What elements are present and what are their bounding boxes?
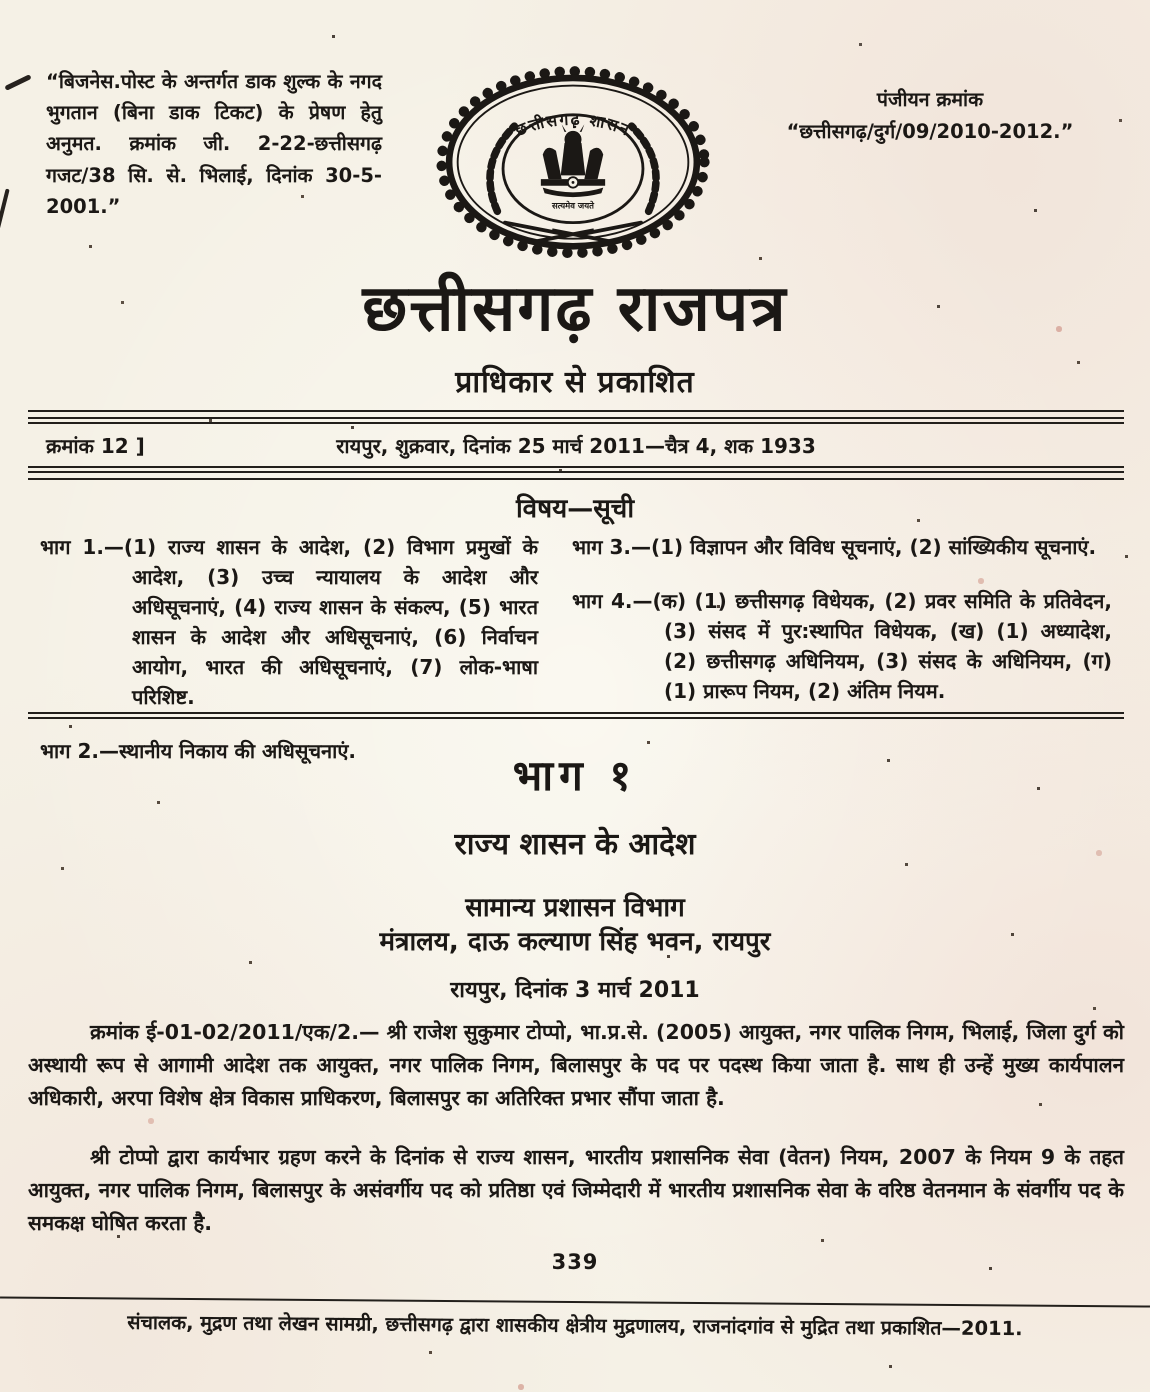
part-label: भाग 4.— — [572, 589, 653, 613]
order-body — [28, 1016, 1124, 1240]
registration-label: पंजीयन क्रमांक — [876, 88, 984, 111]
order-paragraph-1: क्रमांक ई-01-02/2011/एक/2.— श्री राजेश सुकुमार टोप्पो, भा.प्र.से. (2005) आयुक्त, नगर पालिक निगम, भिलाई, जिला दुर्ग को अस्थायी रूप से आगामी आदेश तक आयुक्त, नगर पालिक निगम, बिलासपुर के पद पर पदस्थ किया जाता है. साथ ही उन्हें मुख्य कार्यपालन अधिकारी, अरपा विशेष क्षेत्र विकास प्राधिकरण, बिलासपुर का अतिरिक्त प्रभार सौंपा जाता है. — [28, 1020, 1124, 1110]
registration-block — [772, 84, 1088, 148]
contents-left-column — [40, 532, 538, 766]
masthead-bar — [28, 410, 1124, 480]
footer-imprint: संचालक, मुद्रण तथा लेखन सामग्री, छत्तीसगढ़ द्वारा शासकीय क्षेत्रीय मुद्रणालय, राजनांदगांव से मुद्रित तथा प्रकाशित—2011. — [127, 1310, 1023, 1341]
part-text: (क) (1) छत्तीसगढ़ विधेयक, (2) प्रवर समिति के प्रतिवेदन, (3) संसद में पुर:स्थापित विधेयक, (ख) (1) अध्यादेश, (2) छत्तीसगढ़ अधिनियम, (3) संसद के अधिनियम, (ग) (1) प्रारूप नियम, (2) अंतिम नियम. — [652, 589, 1112, 703]
part-text: (1) राज्य शासन के आदेश, (2) विभाग प्रमुखों के आदेश, (3) उच्च न्यायालय के आदेश और अधिसूचनाएं, (4) राज्य शासन के संकल्प, (5) भारत शासन के आदेश और अधिसूचनाएं, (6) निर्वाचन आयोग, भारत की अधिसूचनाएं, (7) लोक-भाषा परिशिष्ट. — [123, 535, 538, 709]
masthead-rule — [28, 466, 1124, 473]
postal-permission-note: “बिजनेस.पोस्ट के अन्तर्गत डाक शुल्क के नगद भुगतान (बिना डाक टिकट) के प्रेषण हेतु अनुमत. क्रमांक जी. 2-22-छत्तीसगढ़ गजट/38 सि. से. भिलाई, दिनांक 30-5-2001.” — [46, 70, 382, 218]
contents-right-column — [572, 532, 1112, 766]
scan-stains — [0, 0, 2, 2]
footer-rule — [0, 1296, 1150, 1307]
emblem-motto: सत्यमेव जयते — [552, 201, 594, 212]
order-date: रायपुर, दिनांक 3 मार्च 2011 — [450, 978, 700, 1003]
part-label: भाग 1.— — [40, 535, 124, 559]
contents-heading: विषय—सूची — [515, 494, 635, 524]
gazette-subtitle: प्राधिकार से प्रकाशित — [455, 365, 695, 400]
contents-entry-part1 — [40, 532, 538, 712]
page-number: 339 — [551, 1250, 599, 1274]
masthead-rule — [28, 478, 1124, 480]
part-text: (1) विज्ञापन और विविध सूचनाएं, (2) सांख्यिकीय सूचनाएं. — [650, 535, 1097, 559]
lion-capital-icon — [541, 120, 605, 198]
department-name: सामान्य प्रशासन विभाग — [465, 893, 685, 923]
chhattisgarh-emblem-icon — [430, 60, 716, 268]
pen-mark — [4, 74, 31, 91]
section-divider — [28, 712, 1124, 719]
contents-index — [40, 532, 1112, 766]
part-label: भाग 3.— — [572, 535, 651, 559]
order-paragraph-2: श्री टोप्पो द्वारा कार्यभार ग्रहण करने के दिनांक से राज्य शासन, भारतीय प्रशासनिक सेवा (वेतन) नियम, 2007 के नियम 9 के तहत आयुक्त, नगर पालिक निगम, बिलासपुर के असंवर्गीय पद को प्रतिष्ठा एवं जिम्मेदारी में भारतीय प्रशासनिक सेवा के वरिष्ठ वेतनमान के संवर्गीय पद के समकक्ष घोषित करता है. — [28, 1145, 1124, 1235]
issue-number: क्रमांक 12 ] — [46, 434, 145, 458]
part-1-heading: भाग १ — [512, 751, 638, 800]
section-title: राज्य शासन के आदेश — [454, 827, 696, 862]
gazette-title: छत्तीसगढ़ राजपत्र — [362, 272, 788, 346]
department-address: मंत्रालय, दाऊ कल्याण सिंह भवन, रायपुर — [379, 927, 771, 957]
masthead-rule — [28, 417, 1124, 424]
part-text: स्थानीय निकाय की अधिसूचनाएं. — [118, 739, 356, 763]
registration-number: “छत्तीसगढ़/दुर्ग/09/2010-2012.” — [786, 120, 1074, 144]
part-label: भाग 2.— — [40, 739, 119, 763]
contents-entry-part4 — [572, 586, 1112, 706]
masthead-date: रायपुर, शुक्रवार, दिनांक 25 मार्च 2011—चैत्र 4, शक 1933 — [336, 434, 816, 458]
contents-entry-part3 — [572, 532, 1112, 562]
pen-mark — [0, 188, 10, 251]
emblem-top-text: छत्तीसगढ़ शासन — [512, 109, 634, 140]
